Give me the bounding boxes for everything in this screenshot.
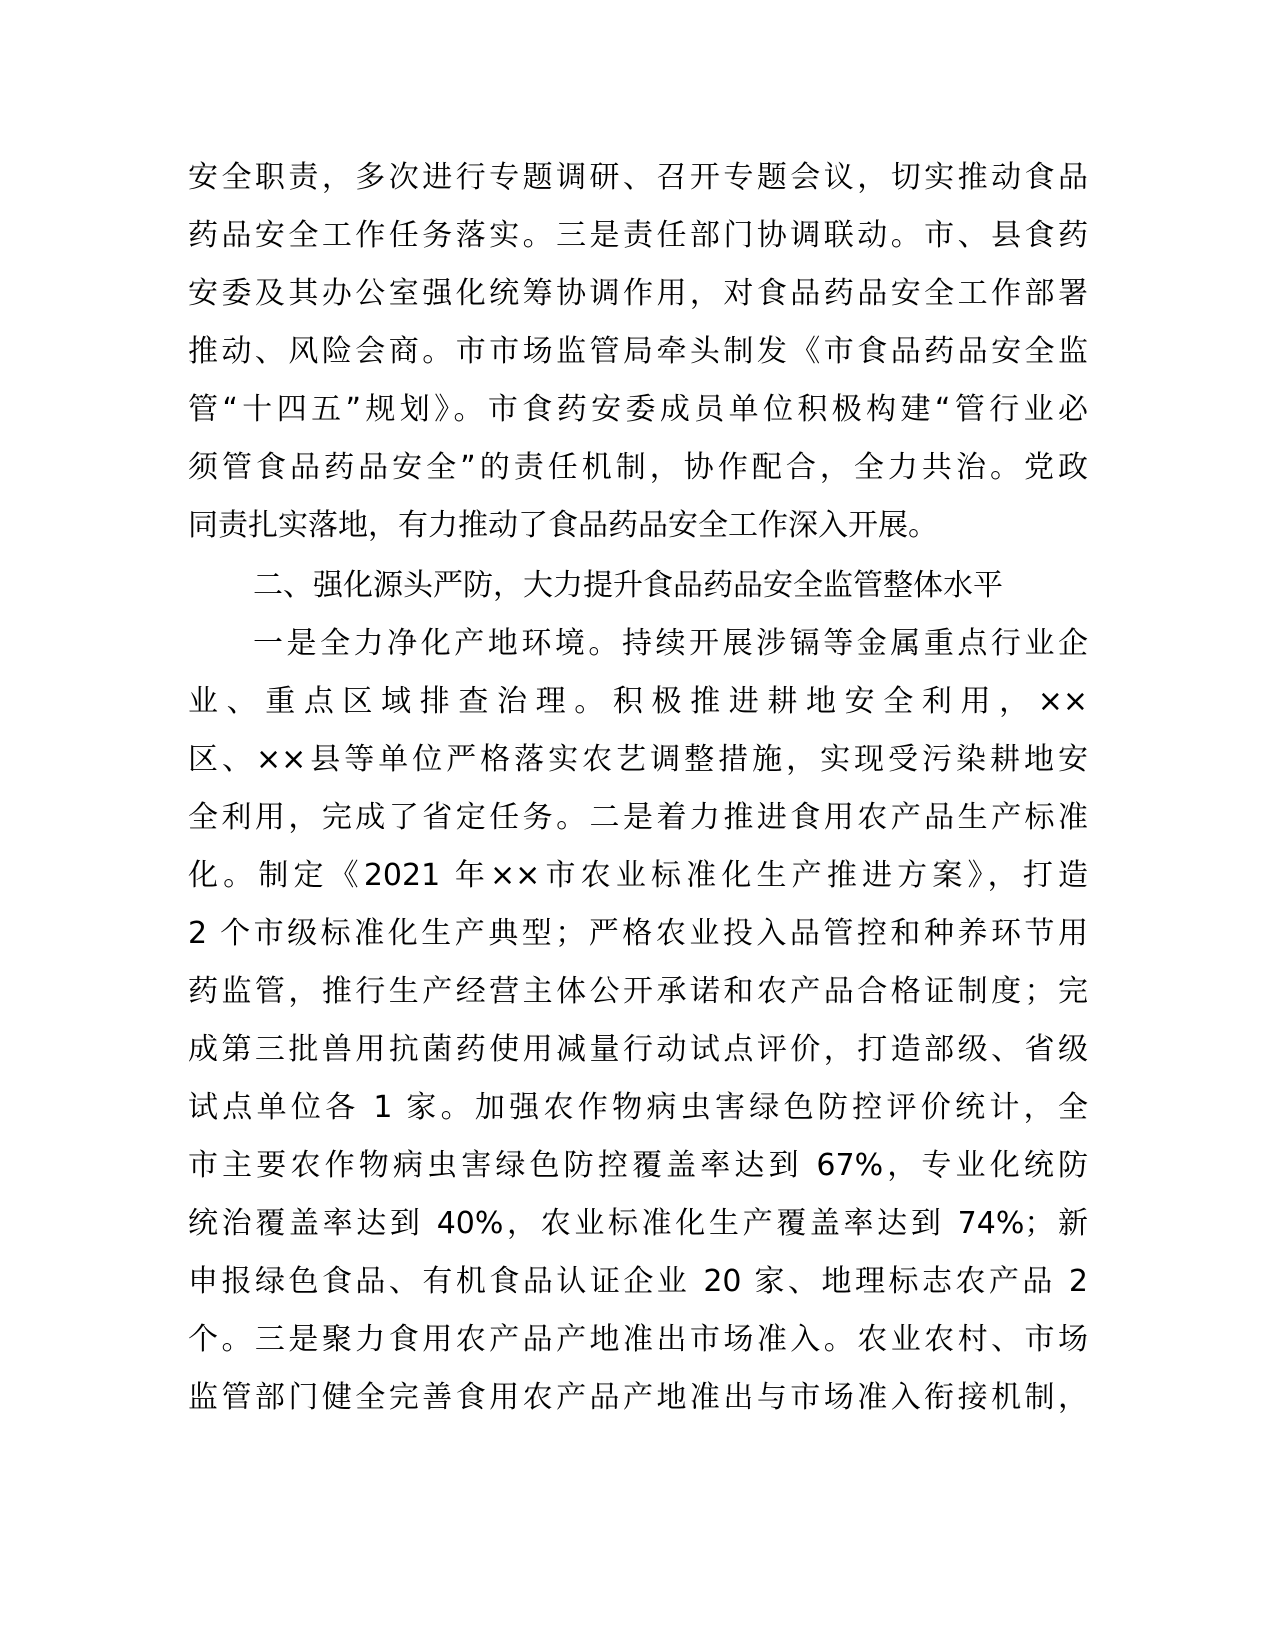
text-line: 试点单位各 1 家。加强农作物病虫害绿色防控评价统计，全 <box>188 1090 1088 1125</box>
text-line: 药监管，推行生产经营主体公开承诺和农产品合格证制度；完 <box>188 974 1088 1009</box>
text-line: 申报绿色食品、有机食品认证企业 20 家、地理标志农产品 2 <box>188 1264 1088 1299</box>
text-line: 成第三批兽用抗菌药使用减量行动试点评价，打造部级、省级 <box>188 1032 1088 1067</box>
text-line: 区、××县等单位严格落实农艺调整措施，实现受污染耕地安 <box>188 742 1088 777</box>
section-heading: 二、强化源头严防，大力提升食品药品安全监管整体水平 <box>253 568 1003 603</box>
text-line: 管“十四五”规划》。市食药安委成员单位积极构建“管行业必 <box>188 392 1088 427</box>
text-line: 一是全力净化产地环境。持续开展涉镉等金属重点行业企 <box>253 626 1088 661</box>
text-line: 监管部门健全完善食用农产品产地准出与市场准入衔接机制， <box>188 1380 1088 1415</box>
text-line: 化。制定《2021 年××市农业标准化生产推进方案》，打造 <box>188 858 1088 893</box>
text-line: 统治覆盖率达到 40%，农业标准化生产覆盖率达到 74%；新 <box>188 1206 1088 1241</box>
text-line: 业、重点区域排查治理。积极推进耕地安全利用，×× <box>188 684 1088 719</box>
paragraph-responsibility <box>188 149 1088 555</box>
text-line: 市主要农作物病虫害绿色防控覆盖率达到 67%，专业化统防 <box>188 1148 1088 1183</box>
text-line: 安委及其办公室强化统筹协调作用，对食品药品安全工作部署 <box>188 276 1088 311</box>
text-line: 2 个市级标准化生产典型；严格农业投入品管控和种养环节用 <box>188 916 1088 951</box>
text-line: 药品安全工作任务落实。三是责任部门协调联动。市、县食药 <box>188 218 1088 253</box>
text-line: 个。三是聚力食用农产品产地准出市场准入。农业农村、市场 <box>188 1322 1088 1357</box>
text-line: 须管食品药品安全”的责任机制，协作配合，全力共治。党政 <box>188 450 1088 485</box>
text-line: 全利用，完成了省定任务。二是着力推进食用农产品生产标准 <box>188 800 1088 835</box>
text-line: 同责扎实落地，有力推动了食品药品安全工作深入开展。 <box>188 508 938 543</box>
paragraph-source-prevention <box>188 615 1088 1427</box>
text-line: 安全职责，多次进行专题调研、召开专题会议，切实推动食品 <box>188 160 1088 195</box>
text-line: 推动、风险会商。市市场监管局牵头制发《市食品药品安全监 <box>188 334 1088 369</box>
